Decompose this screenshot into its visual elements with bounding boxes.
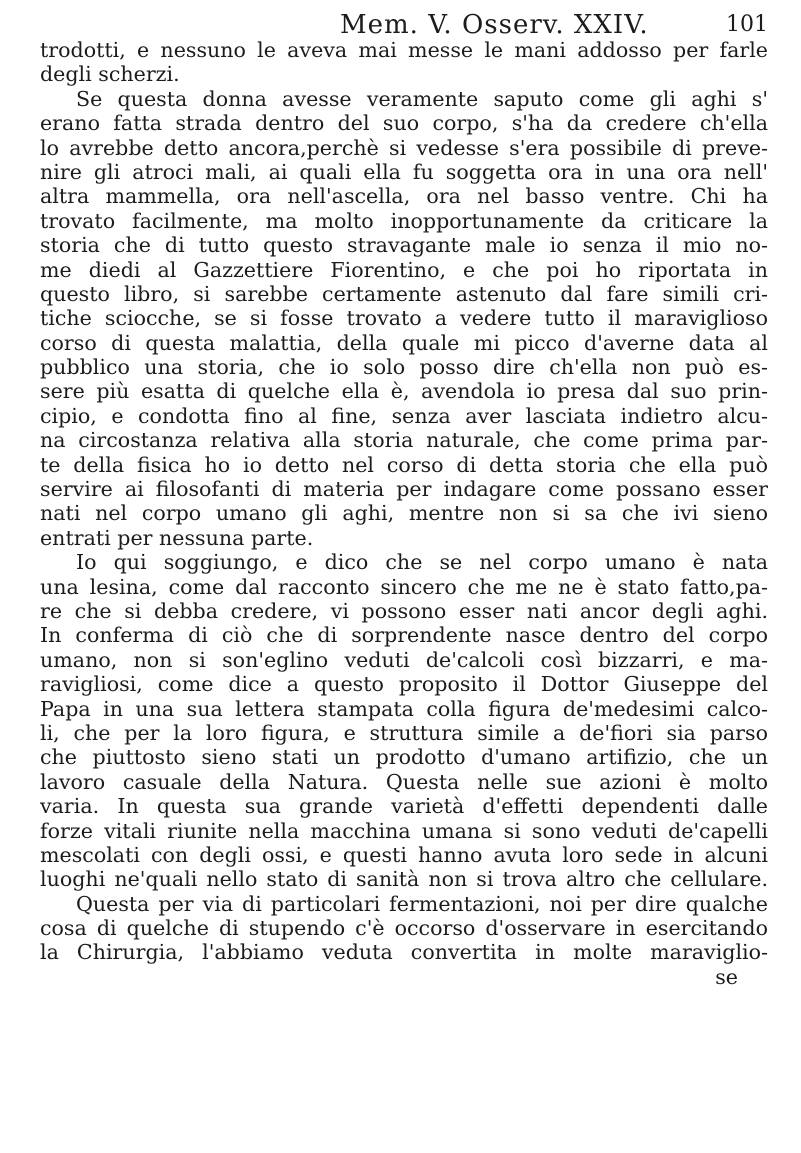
text-line: trodotti, e nessuno le aveva mai messe le mani addosso per farle	[40, 38, 768, 62]
text-line: lavoro casuale della Natura. Questa nelle sue azioni è molto	[40, 769, 768, 794]
text-line: umano, non si son'eglino veduti de'calcoli così bizzarri, e ma-	[40, 647, 768, 672]
catchword: se	[715, 964, 738, 989]
text-line: pubblico una storia, che io solo posso dire ch'ella non può es-	[40, 355, 768, 380]
text-line: tiche sciocche, se si fosse trovato a vedere tutto il maraviglioso	[40, 306, 768, 331]
text-line: degli scherzi.	[40, 62, 180, 87]
text-line: In conferma di ciò che di sorprendente nasce dentro del corpo	[40, 623, 768, 648]
running-head: Mem. V. Osserv. XXIV.	[340, 10, 649, 40]
text-line: corso di questa malattia, della quale mi picco d'averne data al	[40, 330, 768, 355]
text-line: ravigliosi, come dice a questo proposito il Dottor Giuseppe del	[40, 672, 768, 697]
text-line: li, che per la loro figura, e struttura simile a de'fiori sia parso	[40, 720, 768, 745]
text-line: questo libro, si sarebbe certamente astenuto dal fare simili cri-	[40, 281, 768, 306]
text-line: entrati per nessuna parte.	[40, 525, 314, 550]
text-line: cosa di quelche di stupendo c'è occorso d'osservare in esercitando	[40, 916, 768, 941]
text-line: cipio, e condotta fino al fine, senza aver lasciata indietro alcu-	[40, 403, 768, 428]
text-line: erano fatta strada dentro del suo corpo, s'ha da credere ch'ella	[40, 111, 768, 136]
text-line: servire ai filosofanti di materia per indagare come possano esser	[40, 477, 768, 502]
text-line: te della fisica ho io detto nel corso di detta storia che ella può	[40, 452, 768, 477]
text-line: Questa per via di particolari fermentazioni, noi per dire qualche	[76, 891, 768, 916]
text-line: mescolati con degli ossi, e questi hanno avuta loro sede in alcuni	[40, 842, 768, 867]
text-line: storia che di tutto questo stravagante male io senza il mio no-	[40, 233, 768, 258]
body-text	[40, 38, 768, 989]
text-line: luoghi ne'quali nello stato di sanità non si trova altro che cellulare.	[40, 867, 768, 892]
text-line: Se questa donna avesse veramente saputo come gli aghi s'	[76, 86, 768, 111]
page-header	[40, 6, 768, 42]
text-line: nire gli atroci mali, ai quali ella fu soggetta ora in una ora nell'	[40, 159, 768, 184]
text-line: Papa in una sua lettera stampata colla figura de'medesimi calco-	[40, 696, 768, 721]
text-line: lo avrebbe detto ancora,perchè si vedesse s'era possibile di preve-	[40, 135, 768, 160]
text-line: che piuttosto sieno stati un prodotto d'umano artifizio, che un	[40, 745, 768, 770]
text-line: nati nel corpo umano gli aghi, mentre non si sa che ivi sieno	[40, 501, 768, 526]
page-number: 101	[726, 12, 768, 37]
text-line: la Chirurgia, l'abbiamo veduta convertita in molte maraviglio-	[40, 940, 768, 965]
text-line: forze vitali riunite nella macchina umana si sono veduti de'capelli	[40, 818, 768, 843]
text-line: altra mammella, ora nell'ascella, ora nel basso ventre. Chi ha	[40, 184, 768, 209]
text-line: una lesina, come dal racconto sincero che me ne è stato fatto,pa-	[40, 574, 768, 599]
text-line: trovato facilmente, ma molto inopportunamente da criticare la	[40, 208, 768, 233]
text-line: re che si debba credere, vi possono esser nati ancor degli aghi.	[40, 598, 768, 623]
text-line: sere più esatta di quelche ella è, avendola io presa dal suo prin-	[40, 379, 768, 404]
text-line: varia. In questa sua grande varietà d'effetti dependenti dalle	[40, 794, 768, 819]
text-line: na circostanza relativa alla storia naturale, che come prima par-	[40, 428, 768, 453]
text-line: me diedi al Gazzettiere Fiorentino, e che poi ho riportata in	[40, 257, 768, 282]
text-line: Io qui soggiungo, e dico che se nel corpo umano è nata	[76, 550, 768, 575]
